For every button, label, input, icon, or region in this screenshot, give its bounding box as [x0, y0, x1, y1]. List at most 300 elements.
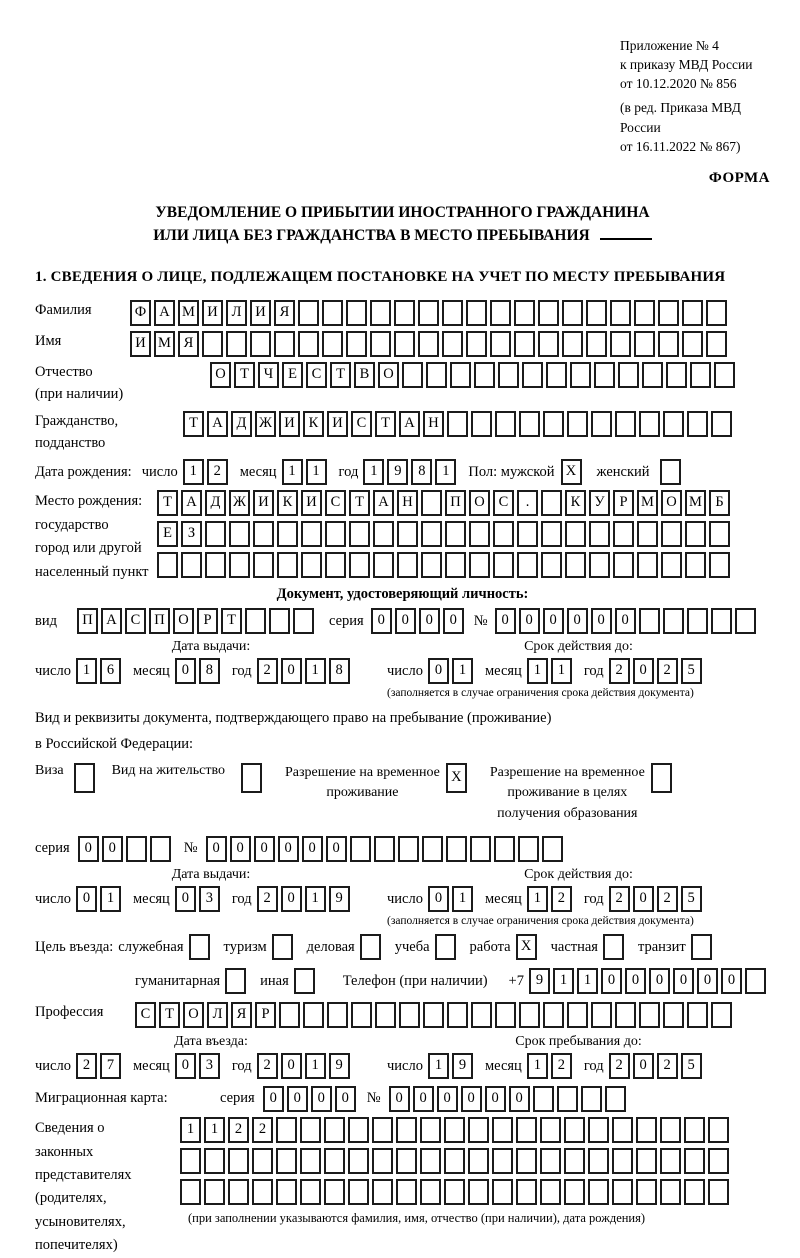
char-cell[interactable]: 1	[305, 1053, 326, 1079]
char-cell[interactable]	[636, 1117, 657, 1143]
char-cell[interactable]	[706, 331, 727, 357]
char-cell[interactable]	[469, 521, 490, 547]
char-cell[interactable]	[684, 1117, 705, 1143]
char-cell[interactable]	[637, 552, 658, 578]
char-cell[interactable]	[447, 1002, 468, 1028]
char-cell[interactable]	[682, 300, 703, 326]
char-cell[interactable]: Е	[157, 521, 178, 547]
char-cell[interactable]	[322, 331, 343, 357]
char-cell[interactable]	[642, 362, 663, 388]
char-cell[interactable]	[541, 521, 562, 547]
char-cell[interactable]: 5	[681, 1053, 702, 1079]
char-cell[interactable]	[516, 1148, 537, 1174]
char-cell[interactable]: 0	[175, 886, 196, 912]
char-cell[interactable]: И	[250, 300, 271, 326]
char-cell[interactable]: С	[306, 362, 327, 388]
doc-issue-month[interactable]	[175, 658, 223, 684]
char-cell[interactable]	[516, 1117, 537, 1143]
char-cell[interactable]: 1	[306, 459, 327, 485]
char-cell[interactable]	[346, 331, 367, 357]
char-cell[interactable]	[570, 362, 591, 388]
char-cell[interactable]: 1	[527, 658, 548, 684]
char-cell[interactable]: Д	[205, 490, 226, 516]
char-cell[interactable]	[591, 411, 612, 437]
char-cell[interactable]	[711, 1002, 732, 1028]
char-cell[interactable]	[514, 331, 535, 357]
char-cell[interactable]	[421, 552, 442, 578]
char-cell[interactable]	[711, 411, 732, 437]
char-cell[interactable]	[612, 1179, 633, 1205]
char-cell[interactable]: 0	[78, 836, 99, 862]
char-cell[interactable]: 1	[452, 886, 473, 912]
char-cell[interactable]	[661, 521, 682, 547]
char-cell[interactable]: В	[354, 362, 375, 388]
char-cell[interactable]	[690, 362, 711, 388]
profession-cells[interactable]	[135, 1002, 735, 1028]
char-cell[interactable]	[684, 1148, 705, 1174]
char-cell[interactable]: 0	[428, 658, 449, 684]
char-cell[interactable]: 0	[389, 1086, 410, 1112]
char-cell[interactable]	[370, 300, 391, 326]
legal-reps-row1[interactable]	[180, 1117, 732, 1143]
char-cell[interactable]: А	[399, 411, 420, 437]
char-cell[interactable]: Е	[282, 362, 303, 388]
char-cell[interactable]	[541, 552, 562, 578]
char-cell[interactable]	[711, 608, 732, 634]
char-cell[interactable]: Р	[197, 608, 218, 634]
edu-permit-checkbox[interactable]	[645, 763, 675, 793]
char-cell[interactable]: О	[378, 362, 399, 388]
char-cell[interactable]: 1	[183, 459, 204, 485]
char-cell[interactable]	[276, 1148, 297, 1174]
purpose-study-checkbox[interactable]	[435, 934, 459, 960]
purpose-humanitarian-checkbox[interactable]	[225, 968, 249, 994]
char-cell[interactable]	[205, 552, 226, 578]
char-cell[interactable]	[687, 411, 708, 437]
char-cell[interactable]	[588, 1148, 609, 1174]
char-cell[interactable]: Ч	[258, 362, 279, 388]
char-cell[interactable]: 1	[282, 459, 303, 485]
char-cell[interactable]	[588, 1179, 609, 1205]
char-cell[interactable]: М	[178, 300, 199, 326]
char-cell[interactable]: 1	[100, 886, 121, 912]
char-cell[interactable]	[637, 521, 658, 547]
purpose-other-checkbox[interactable]	[294, 968, 318, 994]
char-cell[interactable]: 0	[395, 608, 416, 634]
doc-number-cells[interactable]	[495, 608, 759, 634]
char-cell[interactable]: Т	[349, 490, 370, 516]
char-cell[interactable]	[420, 1179, 441, 1205]
char-cell[interactable]	[346, 300, 367, 326]
char-cell[interactable]	[567, 411, 588, 437]
char-cell[interactable]	[540, 1148, 561, 1174]
char-cell[interactable]	[301, 521, 322, 547]
char-cell[interactable]	[294, 968, 315, 994]
char-cell[interactable]: 8	[329, 658, 350, 684]
char-cell[interactable]: А	[154, 300, 175, 326]
char-cell[interactable]: 0	[543, 608, 564, 634]
char-cell[interactable]	[204, 1148, 225, 1174]
char-cell[interactable]	[397, 521, 418, 547]
char-cell[interactable]: М	[637, 490, 658, 516]
char-cell[interactable]	[372, 1148, 393, 1174]
char-cell[interactable]: 0	[413, 1086, 434, 1112]
char-cell[interactable]	[541, 490, 562, 516]
char-cell[interactable]: 2	[257, 886, 278, 912]
phone-cells[interactable]	[529, 968, 769, 994]
char-cell[interactable]	[634, 331, 655, 357]
char-cell[interactable]	[276, 1179, 297, 1205]
char-cell[interactable]: 0	[175, 658, 196, 684]
char-cell[interactable]	[420, 1117, 441, 1143]
char-cell[interactable]	[157, 552, 178, 578]
char-cell[interactable]	[325, 552, 346, 578]
char-cell[interactable]	[615, 1002, 636, 1028]
char-cell[interactable]: 0	[601, 968, 622, 994]
char-cell[interactable]	[589, 521, 610, 547]
char-cell[interactable]	[708, 1148, 729, 1174]
char-cell[interactable]	[660, 1117, 681, 1143]
char-cell[interactable]: Т	[330, 362, 351, 388]
char-cell[interactable]	[402, 362, 423, 388]
char-cell[interactable]	[498, 362, 519, 388]
char-cell[interactable]	[639, 1002, 660, 1028]
char-cell[interactable]	[252, 1148, 273, 1174]
residence-issue-day[interactable]	[76, 886, 124, 912]
char-cell[interactable]	[126, 836, 147, 862]
char-cell[interactable]: 1	[551, 658, 572, 684]
char-cell[interactable]: 1	[577, 968, 598, 994]
char-cell[interactable]: Ж	[255, 411, 276, 437]
char-cell[interactable]	[518, 836, 539, 862]
char-cell[interactable]: 0	[287, 1086, 308, 1112]
char-cell[interactable]	[349, 521, 370, 547]
char-cell[interactable]	[298, 331, 319, 357]
char-cell[interactable]	[636, 1148, 657, 1174]
birth-place-row2[interactable]	[157, 521, 733, 547]
char-cell[interactable]	[229, 521, 250, 547]
char-cell[interactable]	[613, 552, 634, 578]
char-cell[interactable]	[546, 362, 567, 388]
char-cell[interactable]	[745, 968, 766, 994]
char-cell[interactable]	[709, 521, 730, 547]
char-cell[interactable]: 0	[278, 836, 299, 862]
char-cell[interactable]	[399, 1002, 420, 1028]
char-cell[interactable]: Д	[231, 411, 252, 437]
char-cell[interactable]	[274, 331, 295, 357]
char-cell[interactable]	[543, 411, 564, 437]
char-cell[interactable]	[562, 300, 583, 326]
char-cell[interactable]	[708, 1117, 729, 1143]
char-cell[interactable]: 0	[625, 968, 646, 994]
char-cell[interactable]: 2	[252, 1117, 273, 1143]
char-cell[interactable]	[495, 411, 516, 437]
char-cell[interactable]: 0	[697, 968, 718, 994]
char-cell[interactable]	[300, 1148, 321, 1174]
char-cell[interactable]	[74, 763, 95, 793]
char-cell[interactable]	[492, 1148, 513, 1174]
char-cell[interactable]	[435, 934, 456, 960]
residence-issue-month[interactable]	[175, 886, 223, 912]
char-cell[interactable]: О	[173, 608, 194, 634]
migration-seriya-cells[interactable]	[263, 1086, 359, 1112]
char-cell[interactable]	[442, 331, 463, 357]
char-cell[interactable]: 0	[102, 836, 123, 862]
char-cell[interactable]	[349, 552, 370, 578]
char-cell[interactable]	[252, 1179, 273, 1205]
char-cell[interactable]: 2	[257, 658, 278, 684]
char-cell[interactable]: Я	[274, 300, 295, 326]
char-cell[interactable]: 0	[419, 608, 440, 634]
char-cell[interactable]	[272, 934, 293, 960]
char-cell[interactable]	[396, 1179, 417, 1205]
char-cell[interactable]	[300, 1179, 321, 1205]
char-cell[interactable]	[398, 836, 419, 862]
char-cell[interactable]	[586, 331, 607, 357]
char-cell[interactable]	[180, 1148, 201, 1174]
char-cell[interactable]: 0	[302, 836, 323, 862]
char-cell[interactable]: П	[445, 490, 466, 516]
char-cell[interactable]: Л	[226, 300, 247, 326]
char-cell[interactable]	[514, 300, 535, 326]
char-cell[interactable]	[180, 1179, 201, 1205]
char-cell[interactable]	[372, 1117, 393, 1143]
char-cell[interactable]	[370, 331, 391, 357]
char-cell[interactable]: 9	[329, 886, 350, 912]
char-cell[interactable]	[663, 411, 684, 437]
char-cell[interactable]	[663, 608, 684, 634]
char-cell[interactable]	[348, 1179, 369, 1205]
char-cell[interactable]	[445, 521, 466, 547]
char-cell[interactable]: Л	[207, 1002, 228, 1028]
char-cell[interactable]: 1	[452, 658, 473, 684]
char-cell[interactable]	[423, 1002, 444, 1028]
entry-year[interactable]	[257, 1053, 353, 1079]
char-cell[interactable]	[277, 552, 298, 578]
char-cell[interactable]: И	[301, 490, 322, 516]
char-cell[interactable]	[293, 608, 314, 634]
char-cell[interactable]	[615, 411, 636, 437]
char-cell[interactable]	[492, 1179, 513, 1205]
char-cell[interactable]: 0	[428, 886, 449, 912]
char-cell[interactable]: 1	[305, 886, 326, 912]
purpose-business-checkbox[interactable]	[360, 934, 384, 960]
char-cell[interactable]	[374, 836, 395, 862]
char-cell[interactable]	[581, 1086, 602, 1112]
char-cell[interactable]: 7	[100, 1053, 121, 1079]
char-cell[interactable]: А	[373, 490, 394, 516]
char-cell[interactable]	[396, 1148, 417, 1174]
char-cell[interactable]	[279, 1002, 300, 1028]
char-cell[interactable]: 0	[721, 968, 742, 994]
char-cell[interactable]: К	[565, 490, 586, 516]
char-cell[interactable]: 3	[199, 886, 220, 912]
char-cell[interactable]	[540, 1179, 561, 1205]
citizenship-cells[interactable]	[183, 411, 735, 437]
stay-month[interactable]	[527, 1053, 575, 1079]
char-cell[interactable]	[474, 362, 495, 388]
char-cell[interactable]	[687, 608, 708, 634]
char-cell[interactable]	[470, 836, 491, 862]
char-cell[interactable]: 0	[175, 1053, 196, 1079]
legal-reps-row3[interactable]	[180, 1179, 732, 1205]
char-cell[interactable]	[684, 1179, 705, 1205]
char-cell[interactable]: Н	[397, 490, 418, 516]
given-name-cells[interactable]	[130, 331, 730, 357]
char-cell[interactable]	[663, 1002, 684, 1028]
char-cell[interactable]	[516, 1179, 537, 1205]
legal-reps-row2[interactable]	[180, 1148, 732, 1174]
char-cell[interactable]	[567, 1002, 588, 1028]
char-cell[interactable]	[327, 1002, 348, 1028]
doc-seriya-cells[interactable]	[371, 608, 467, 634]
char-cell[interactable]: 2	[76, 1053, 97, 1079]
char-cell[interactable]	[591, 1002, 612, 1028]
visa-checkbox[interactable]	[68, 763, 98, 793]
char-cell[interactable]: 2	[228, 1117, 249, 1143]
entry-day[interactable]	[76, 1053, 124, 1079]
char-cell[interactable]	[687, 1002, 708, 1028]
char-cell[interactable]: 2	[609, 658, 630, 684]
char-cell[interactable]	[708, 1179, 729, 1205]
char-cell[interactable]	[605, 1086, 626, 1112]
char-cell[interactable]	[564, 1179, 585, 1205]
char-cell[interactable]: О	[661, 490, 682, 516]
char-cell[interactable]: .	[517, 490, 538, 516]
char-cell[interactable]	[444, 1117, 465, 1143]
char-cell[interactable]: 2	[551, 1053, 572, 1079]
char-cell[interactable]	[324, 1179, 345, 1205]
char-cell[interactable]: 1	[204, 1117, 225, 1143]
char-cell[interactable]: Т	[234, 362, 255, 388]
char-cell[interactable]	[276, 1117, 297, 1143]
char-cell[interactable]: 1	[527, 1053, 548, 1079]
char-cell[interactable]: Т	[221, 608, 242, 634]
char-cell[interactable]: 2	[551, 886, 572, 912]
char-cell[interactable]	[709, 552, 730, 578]
char-cell[interactable]: 8	[199, 658, 220, 684]
char-cell[interactable]: К	[277, 490, 298, 516]
char-cell[interactable]: 1	[76, 658, 97, 684]
char-cell[interactable]	[468, 1117, 489, 1143]
char-cell[interactable]: И	[279, 411, 300, 437]
char-cell[interactable]: Р	[613, 490, 634, 516]
char-cell[interactable]: 0	[649, 968, 670, 994]
char-cell[interactable]	[245, 608, 266, 634]
char-cell[interactable]	[714, 362, 735, 388]
char-cell[interactable]	[351, 1002, 372, 1028]
char-cell[interactable]: 0	[633, 886, 654, 912]
char-cell[interactable]: 1	[428, 1053, 449, 1079]
purpose-transit-checkbox[interactable]	[691, 934, 715, 960]
char-cell[interactable]	[418, 300, 439, 326]
char-cell[interactable]	[493, 521, 514, 547]
char-cell[interactable]: 0	[311, 1086, 332, 1112]
char-cell[interactable]: 2	[657, 886, 678, 912]
char-cell[interactable]	[660, 1148, 681, 1174]
char-cell[interactable]: 0	[509, 1086, 530, 1112]
char-cell[interactable]	[471, 411, 492, 437]
char-cell[interactable]: П	[77, 608, 98, 634]
char-cell[interactable]: 1	[180, 1117, 201, 1143]
char-cell[interactable]	[301, 552, 322, 578]
char-cell[interactable]: 0	[615, 608, 636, 634]
char-cell[interactable]	[150, 836, 171, 862]
residence-expiry-day[interactable]	[428, 886, 476, 912]
entry-month[interactable]	[175, 1053, 223, 1079]
char-cell[interactable]: 1	[435, 459, 456, 485]
char-cell[interactable]: 0	[633, 1053, 654, 1079]
stay-day[interactable]	[428, 1053, 476, 1079]
char-cell[interactable]	[421, 521, 442, 547]
char-cell[interactable]	[564, 1117, 585, 1143]
char-cell[interactable]: 2	[609, 886, 630, 912]
char-cell[interactable]: X	[561, 459, 582, 485]
char-cell[interactable]: К	[303, 411, 324, 437]
char-cell[interactable]: И	[130, 331, 151, 357]
char-cell[interactable]	[348, 1117, 369, 1143]
char-cell[interactable]	[706, 300, 727, 326]
char-cell[interactable]	[373, 521, 394, 547]
char-cell[interactable]: С	[493, 490, 514, 516]
char-cell[interactable]	[277, 521, 298, 547]
char-cell[interactable]: 9	[529, 968, 550, 994]
char-cell[interactable]	[225, 968, 246, 994]
char-cell[interactable]	[226, 331, 247, 357]
char-cell[interactable]: 0	[443, 608, 464, 634]
char-cell[interactable]: А	[181, 490, 202, 516]
stay-year[interactable]	[609, 1053, 705, 1079]
char-cell[interactable]	[444, 1179, 465, 1205]
char-cell[interactable]: О	[469, 490, 490, 516]
char-cell[interactable]: 8	[411, 459, 432, 485]
char-cell[interactable]: 0	[254, 836, 275, 862]
char-cell[interactable]: Ф	[130, 300, 151, 326]
char-cell[interactable]	[253, 552, 274, 578]
char-cell[interactable]	[658, 331, 679, 357]
doc-issue-year[interactable]	[257, 658, 353, 684]
char-cell[interactable]: З	[181, 521, 202, 547]
doc-expiry-year[interactable]	[609, 658, 705, 684]
char-cell[interactable]	[661, 552, 682, 578]
char-cell[interactable]	[565, 552, 586, 578]
migration-number-cells[interactable]	[389, 1086, 629, 1112]
residence-expiry-month[interactable]	[527, 886, 575, 912]
char-cell[interactable]: 0	[263, 1086, 284, 1112]
char-cell[interactable]	[324, 1117, 345, 1143]
char-cell[interactable]	[468, 1179, 489, 1205]
birth-place-row3[interactable]	[157, 552, 733, 578]
char-cell[interactable]	[181, 552, 202, 578]
char-cell[interactable]: 0	[206, 836, 227, 862]
char-cell[interactable]: Т	[157, 490, 178, 516]
char-cell[interactable]: 0	[633, 658, 654, 684]
char-cell[interactable]	[517, 521, 538, 547]
char-cell[interactable]: 2	[609, 1053, 630, 1079]
birth-year-cells[interactable]	[363, 459, 459, 485]
char-cell[interactable]: 0	[495, 608, 516, 634]
char-cell[interactable]	[466, 331, 487, 357]
char-cell[interactable]	[269, 608, 290, 634]
char-cell[interactable]: 0	[461, 1086, 482, 1112]
char-cell[interactable]: Я	[178, 331, 199, 357]
char-cell[interactable]	[594, 362, 615, 388]
char-cell[interactable]	[685, 521, 706, 547]
char-cell[interactable]	[348, 1148, 369, 1174]
char-cell[interactable]: 9	[329, 1053, 350, 1079]
char-cell[interactable]	[490, 300, 511, 326]
birth-day-cells[interactable]	[183, 459, 231, 485]
